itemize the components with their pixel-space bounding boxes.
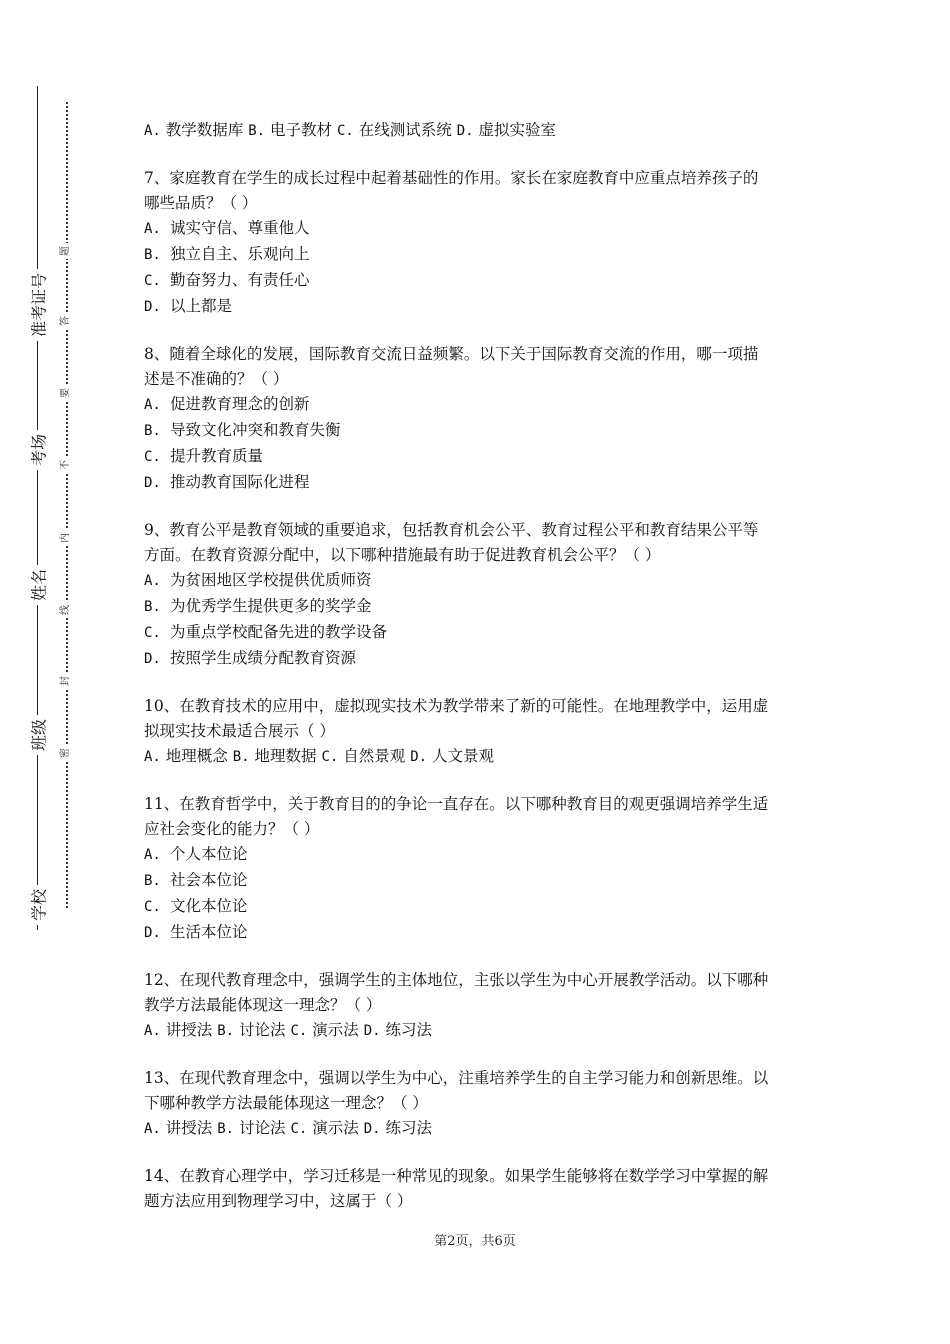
option-c: C. 提升教育质量: [144, 447, 264, 465]
option-d: D. 推动教育国际化进程: [144, 473, 310, 491]
question-stem: 10、在教育技术的应用中，虚拟现实技术为教学带来了新的可能性。在地理教学中，运用虚: [144, 697, 769, 715]
question-14: [144, 1164, 814, 1214]
question-12: [144, 968, 814, 1044]
seal-char: 不: [58, 457, 74, 473]
seal-char: 密: [58, 745, 74, 761]
field-exam-room: 考场: [28, 395, 48, 505]
option-a: A. 个人本位论: [144, 845, 248, 863]
binding-solid-line: [37, 86, 38, 930]
question-6-options: [144, 118, 814, 144]
question-stem: 哪些品质？（ ）: [144, 194, 258, 212]
option-d: D. 生活本位论: [144, 923, 248, 941]
question-9: [144, 518, 814, 672]
question-stem: 述是不准确的？（ ）: [144, 370, 289, 388]
question-11: [144, 792, 814, 946]
inline-options: A. 讲授法 B. 讨论法 C. 演示法 D. 练习法: [144, 1021, 433, 1039]
question-stem: 8、随着全球化的发展，国际教育交流日益频繁。以下关于国际教育交流的作用，哪一项描: [144, 345, 759, 363]
seal-char: 封: [58, 673, 74, 689]
option-a: A. 促进教育理念的创新: [144, 395, 310, 413]
question-8: [144, 342, 814, 496]
option-a: A. 为贫困地区学校提供优质师资: [144, 571, 372, 589]
question-list: [144, 118, 814, 1236]
question-stem: 12、在现代教育理念中，强调学生的主体地位，主张以学生为中心开展教学活动。以下哪种: [144, 971, 769, 989]
seal-char: 答: [58, 313, 74, 329]
question-stem: 下哪种教学方法最能体现这一理念？（ ）: [144, 1094, 428, 1112]
option-d: D. 以上都是: [144, 297, 233, 315]
option-c: C. 勤奋努力、有责任心: [144, 271, 310, 289]
question-13: [144, 1066, 814, 1142]
question-stem: 教学方法最能体现这一理念？（ ）: [144, 996, 382, 1014]
option-d: D. 按照学生成绩分配教育资源: [144, 649, 357, 667]
field-class: 班级: [28, 680, 48, 790]
question-stem: 14、在教育心理学中，学习迁移是一种常见的现象。如果学生能够将在数学学习中掌握的解: [144, 1167, 769, 1185]
inline-options: A. 教学数据库 B. 电子教材 C. 在线测试系统 D. 虚拟实验室: [144, 121, 557, 139]
inline-options: A. 讲授法 B. 讨论法 C. 演示法 D. 练习法: [144, 1119, 433, 1137]
question-stem: 13、在现代教育理念中，强调以学生为中心，注重培养学生的自主学习能力和创新思维。以: [144, 1069, 769, 1087]
question-10: [144, 694, 814, 770]
inline-options: A. 地理概念 B. 地理数据 C. 自然景观 D. 人文景观: [144, 747, 495, 765]
field-exam-number: 准考证号: [28, 250, 48, 360]
option-c: C. 为重点学校配备先进的教学设备: [144, 623, 388, 641]
option-b: B. 为优秀学生提供更多的奖学金: [144, 597, 372, 615]
option-a: A. 诚实守信、尊重他人: [144, 219, 310, 237]
page-number: 第2页，共6页: [434, 1234, 516, 1249]
option-b: B. 导致文化冲突和教育失衡: [144, 421, 341, 439]
seal-char: 要: [58, 385, 74, 401]
question-stem: 应社会变化的能力？（ ）: [144, 820, 320, 838]
question-7: [144, 166, 814, 320]
seal-char: 内: [58, 530, 74, 546]
question-stem: 方面。在教育资源分配中，以下哪种措施最有助于促进教育机会公平？（ ）: [144, 546, 661, 564]
question-stem: 7、家庭教育在学生的成长过程中起着基础性的作用。家长在家庭教育中应重点培养孩子的: [144, 169, 759, 187]
question-stem: 11、在教育哲学中，关于教育目的的争论一直存在。以下哪种教育目的观更强调培养学生适: [144, 795, 769, 813]
question-stem: 题方法应用到物理学习中，这属于（ ）: [144, 1192, 413, 1210]
binding-margin: [0, 0, 120, 1344]
seal-char: 题: [58, 243, 74, 259]
question-stem: 9、教育公平是教育领域的重要追求，包括教育机会公平、教育过程公平和教育结果公平等: [144, 521, 759, 539]
field-name: 姓名: [28, 530, 48, 640]
field-school: 学校: [28, 850, 48, 960]
seal-char: 线: [58, 602, 74, 618]
seal-dotted-line: [66, 102, 68, 908]
question-stem: 拟现实技术最适合展示（ ）: [144, 722, 335, 740]
option-b: B. 独立自主、乐观向上: [144, 245, 310, 263]
option-c: C. 文化本位论: [144, 897, 248, 915]
option-b: B. 社会本位论: [144, 871, 248, 889]
